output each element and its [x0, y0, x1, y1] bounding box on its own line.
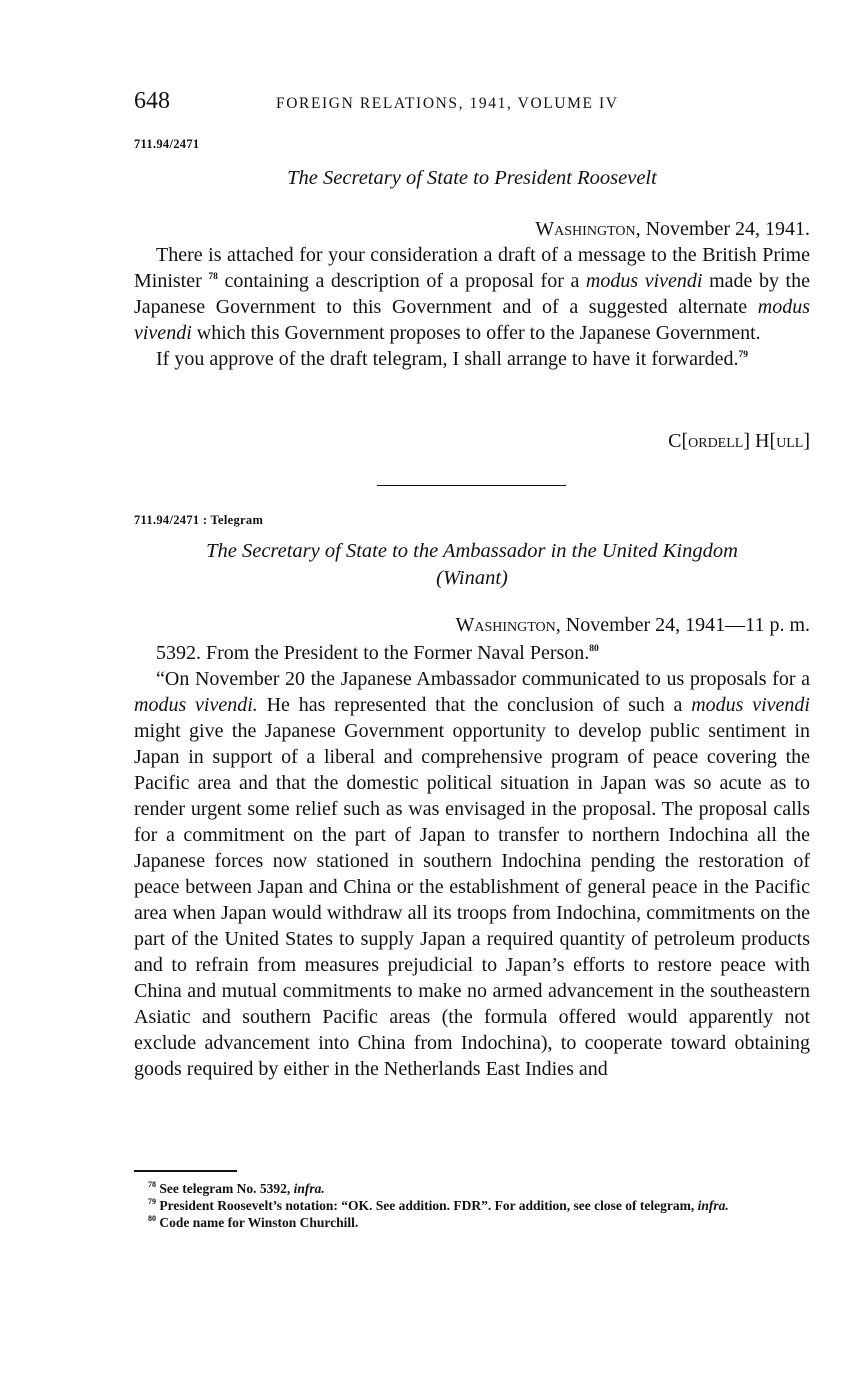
- italic-term: infra.: [293, 1181, 325, 1196]
- paragraph: [134, 640, 810, 666]
- footnote-number: 80: [148, 1214, 156, 1223]
- title-line: The Secretary of State to the Ambassador in the United Kingdom: [206, 540, 738, 562]
- text-run: He has represented that the conclusion of such a: [257, 694, 692, 716]
- text-run: There is attached for your consideration a draft of a message to the British Prime Minister: [134, 244, 810, 292]
- paragraph: [134, 346, 810, 372]
- file-number: 711.94/2471 : Telegram: [134, 513, 264, 527]
- text-run: which this Government proposes to offer to the Japanese Government.: [191, 322, 761, 344]
- paragraph: [134, 666, 810, 1082]
- text-run: President Roosevelt’s notation: “OK. See addition. FDR”. For addition, see close of telegram,: [159, 1198, 698, 1213]
- running-title: FOREIGN RELATIONS, 1941, VOLUME IV: [276, 95, 619, 112]
- document-body: [134, 640, 810, 1082]
- footnote-ref: 78: [208, 272, 218, 282]
- text-run: made by the Japanese Government to this Government and of a suggested alternate: [134, 270, 810, 318]
- dateline: [134, 216, 810, 242]
- section-divider: [377, 485, 566, 486]
- text-run: containing a description of a proposal for a: [217, 270, 586, 292]
- footnote: [134, 1197, 810, 1214]
- text-run: “On November 20 the Japanese Ambassador communicated to us proposals for a: [156, 668, 810, 690]
- italic-term: modus vivendi.: [134, 694, 258, 716]
- footnote-number: 78: [148, 1180, 156, 1189]
- sig-part: ]: [803, 430, 810, 452]
- page-header: [134, 88, 810, 118]
- document-title: The Secretary of State to President Roosevelt: [287, 167, 657, 189]
- text-run: 5392. From the President to the Former Naval Person.: [156, 642, 590, 664]
- text-run: See telegram No. 5392,: [159, 1181, 294, 1196]
- dateline-place: Washington: [535, 218, 636, 240]
- paragraph: [134, 242, 810, 346]
- document-body: [134, 242, 810, 372]
- dateline-date: , November 24, 1941—11 p. m.: [555, 614, 810, 636]
- text-run: If you approve of the draft telegram, I shall arrange to have it forwarded.: [156, 348, 739, 370]
- sig-part: ull: [776, 430, 804, 452]
- file-number: 711.94/2471: [134, 137, 200, 151]
- footnote-ref: 79: [738, 350, 749, 360]
- dateline-date: , November 24, 1941.: [635, 218, 810, 240]
- footnote: [134, 1214, 810, 1231]
- page-number: 648: [134, 88, 170, 114]
- italic-term: modus vivendi: [691, 694, 810, 716]
- sig-part: ] H[: [743, 430, 777, 452]
- footnote-ref: 80: [589, 644, 599, 654]
- italic-term: modus vivendi: [585, 270, 703, 292]
- signature: [134, 428, 810, 454]
- footnote: [134, 1180, 810, 1197]
- italic-term: modus vivendi: [134, 296, 810, 344]
- title-line: (Winant): [436, 567, 508, 589]
- dateline: [134, 612, 810, 638]
- footnote-rule: [134, 1170, 237, 1172]
- document-title: [134, 538, 810, 592]
- dateline-place: Washington: [455, 614, 556, 636]
- footnotes: [134, 1180, 810, 1231]
- text-run: might give the Japanese Government opportunity to develop public sentiment in Japan in support of a liberal and comprehensive program of peace covering the Pacific area and that the domestic political situation in Japan was so acute as to render urgent some relief such as was envisaged in the proposal. The proposal calls for a commitment on the part of Japan to transfer to northern Indochina all the Japanese forces now stationed in southern Indochina pending the restoration of peace between Japan and China or the establishment of general peace in the Pacific area when Japan would withdraw all its troops from Indochina, commitments on the part of the United States to supply Japan a required quantity of petroleum products and to refrain from measures prejudicial to Japan’s efforts to restore peace with China and mutual commitments to make no armed advancement in the southeastern Asiatic and southern Pacific areas (the formula offered would apparently not exclude advancement into China from Indochina), to cooperate toward obtaining goods required by either in the Netherlands East Indies and: [134, 720, 810, 1080]
- sig-part: C[: [668, 430, 689, 452]
- italic-term: infra.: [697, 1198, 729, 1213]
- sig-part: ordell: [688, 430, 744, 452]
- footnote-number: 79: [148, 1197, 156, 1206]
- text-run: Code name for Winston Churchill.: [159, 1215, 359, 1230]
